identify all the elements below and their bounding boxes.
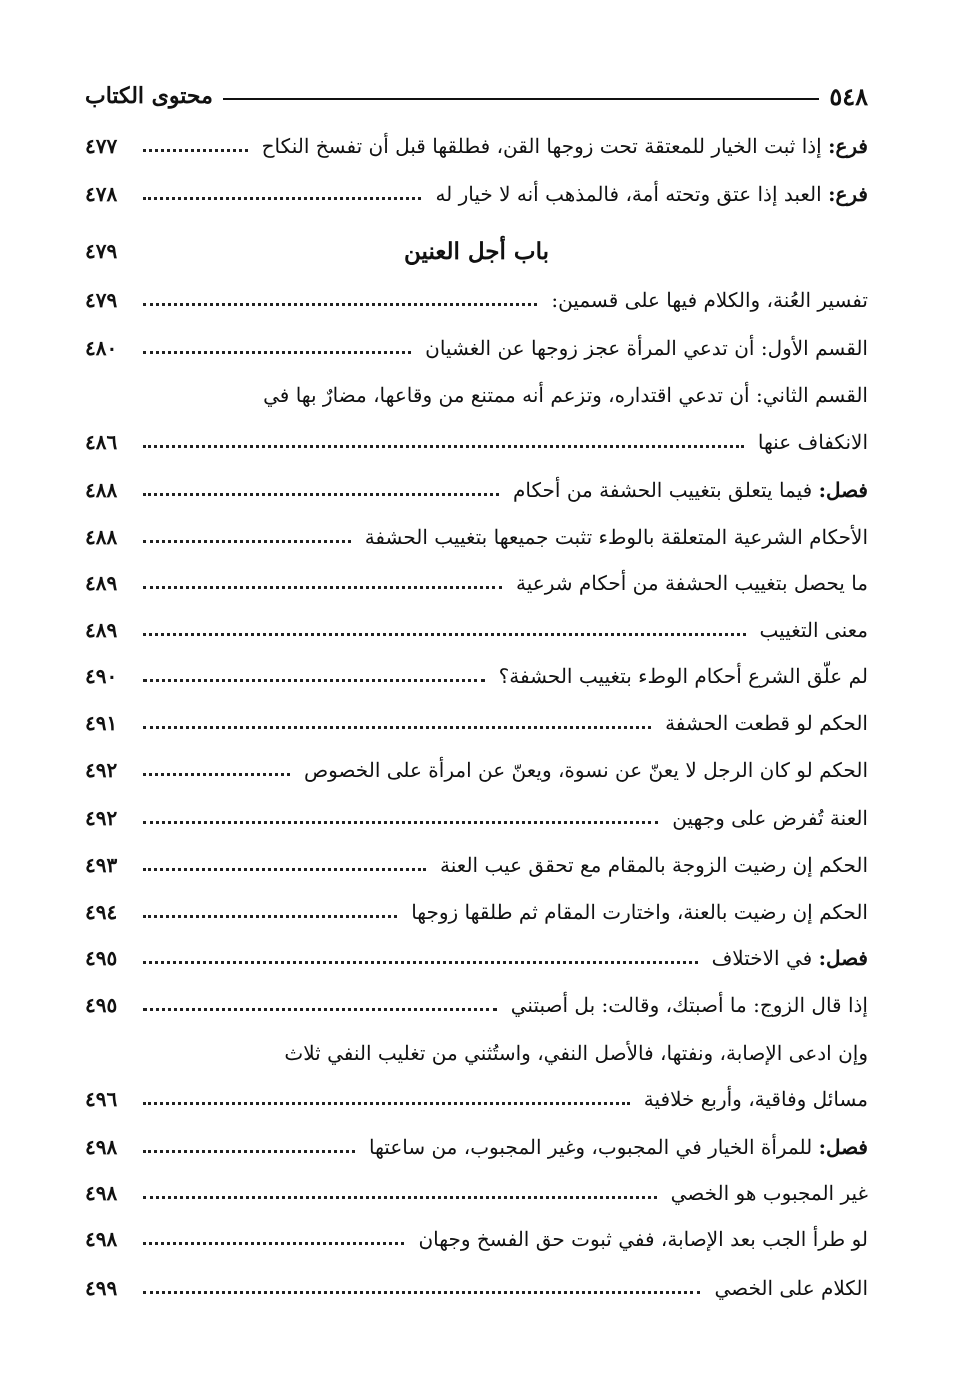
entry-text: القسم الأول: أن تدعي المرأة عجز زوجها عن الغشيان	[425, 336, 868, 360]
dot-leader	[143, 149, 248, 152]
toc-entry[interactable]	[85, 473, 868, 507]
toc-entry-continuation[interactable]	[85, 425, 868, 459]
entry-text: لو طرأ الجب بعد الإصابة، ففي ثبوت حق الفسخ وجهان	[418, 1227, 868, 1251]
toc-entry-first-line[interactable]	[85, 1036, 868, 1070]
entry-page: ٤٨٦	[85, 430, 118, 454]
page-number: ٥٤٨	[829, 81, 868, 111]
dot-leader	[143, 1150, 355, 1153]
page-header	[85, 78, 868, 114]
dot-leader	[143, 445, 744, 448]
entry-text: الحكم لو قطعت الحشفة	[665, 711, 868, 735]
entry-page: ٤٩٨	[85, 1227, 118, 1251]
entry-page: ٤٨٨	[85, 478, 118, 502]
toc-entry[interactable]	[85, 129, 868, 163]
entry-page: ٤٩١	[85, 711, 118, 735]
dot-leader	[143, 197, 421, 200]
dot-leader	[143, 1102, 630, 1105]
entry-text: للمرأة الخيار في المجبوب، وغير المجبوب، من ساعتها	[368, 1135, 813, 1159]
entry-page: ٤٩٨	[85, 1135, 118, 1159]
entry-text: معنى التغييب	[759, 618, 868, 642]
entry-page: ٤٩٩	[85, 1276, 118, 1300]
entry-page: ٤٨٩	[85, 571, 118, 595]
dot-leader	[143, 493, 499, 496]
toc-entry[interactable]	[85, 613, 868, 647]
toc-entry-continuation[interactable]	[85, 1082, 868, 1116]
toc-entry[interactable]	[85, 566, 868, 600]
entry-page: ٤٧٨	[85, 182, 118, 206]
entry-page: ٤٧٩	[85, 288, 118, 312]
dot-leader	[143, 915, 397, 918]
toc-entry[interactable]	[85, 177, 868, 211]
dot-leader	[143, 726, 651, 729]
entry-text: الحكم إن رضيت بالعنة، واختارت المقام ثم طلقها زوجها	[411, 900, 868, 924]
toc-entry[interactable]	[85, 331, 868, 365]
entry-prefix: فصل:	[818, 1135, 868, 1159]
entry-text: الكلام على الخصي	[714, 1276, 868, 1300]
dot-leader	[143, 1242, 404, 1245]
entry-text: في الاختلاف	[711, 946, 813, 970]
chapter-title: باب أجل العنين	[404, 237, 549, 265]
toc-entry[interactable]	[85, 283, 868, 317]
dot-leader	[143, 351, 411, 354]
entry-text: الأحكام الشرعية المتعلقة بالوطء تثبت جميعها بتغييب الحشفة	[364, 525, 868, 549]
toc-entry[interactable]	[85, 1176, 868, 1210]
dot-leader	[143, 868, 426, 871]
dot-leader	[143, 586, 502, 589]
toc-entry[interactable]	[85, 1271, 868, 1305]
dot-leader	[143, 679, 485, 682]
entry-text: إذا قال الزوج: ما أصبتك، وقالت: بل أصبتني	[510, 993, 868, 1017]
dot-leader	[143, 961, 698, 964]
toc-entry[interactable]	[85, 848, 868, 882]
dot-leader	[143, 1008, 497, 1011]
entry-prefix: فرع:	[828, 134, 868, 158]
dot-leader	[143, 303, 537, 306]
entry-prefix: فرع:	[828, 182, 868, 206]
entry-text: لم علّق الشرع أحكام الوطء بتغييب الحشفة؟	[498, 664, 868, 688]
entry-page: ٤٩٢	[85, 758, 118, 782]
entry-text: غير المجبوب هو الخصي	[670, 1181, 868, 1205]
entry-page: ٤٩٦	[85, 1087, 118, 1111]
entry-page: ٤٩٣	[85, 853, 118, 877]
entry-page: ٤٩٥	[85, 993, 118, 1017]
entry-continuation: مسائل وفاقية، وأربع خلافية	[643, 1087, 868, 1111]
entry-text: ما يحصل بتغييب الحشفة من أحكام شرعية	[516, 571, 868, 595]
entry-continuation: الانكفاف عنها	[757, 430, 868, 454]
entry-text: فيما يتعلق بتغييب الحشفة من أحكام	[513, 478, 813, 502]
entry-text: إذا ثبت الخيار للمعتقة تحت زوجها القن، فطلقها قبل أن تفسخ النكاح	[261, 134, 822, 158]
toc-entry[interactable]	[85, 895, 868, 929]
entry-prefix: فصل:	[818, 478, 868, 502]
entry-page: ٤٩٤	[85, 900, 118, 924]
toc-entry[interactable]	[85, 753, 868, 787]
toc-entry[interactable]	[85, 941, 868, 975]
entry-page: ٤٧٩	[85, 239, 118, 263]
toc-entry[interactable]	[85, 659, 868, 693]
toc-entry[interactable]	[85, 801, 868, 835]
header-line	[223, 98, 819, 100]
toc-entry[interactable]	[85, 706, 868, 740]
entry-page: ٤٩٨	[85, 1181, 118, 1205]
entry-page: ٤٩٢	[85, 806, 118, 830]
running-title: محتوى الكتاب	[85, 83, 213, 109]
entry-page: ٤٨٠	[85, 336, 118, 360]
entry-page: ٤٩٠	[85, 664, 118, 688]
toc-entry[interactable]	[85, 1130, 868, 1164]
toc-chapter-heading[interactable]	[85, 234, 868, 268]
entry-page: ٤٩٥	[85, 946, 118, 970]
dot-leader	[143, 1196, 657, 1199]
dot-leader	[143, 821, 658, 824]
entry-page: ٤٨٩	[85, 618, 118, 642]
dot-leader	[143, 633, 746, 636]
entry-text: وإن ادعى الإصابة، ونفتها، فالأصل النفي، واستُثني من تغليب النفي ثلاث	[284, 1041, 868, 1065]
toc-entry-first-line[interactable]	[85, 378, 868, 412]
entry-page: ٤٧٧	[85, 134, 118, 158]
entry-text: الحكم لو كان الرجل لا يعنّ عن نسوة، ويعنّ عن امرأة على الخصوص	[303, 758, 868, 782]
dot-leader	[143, 540, 351, 543]
entry-text: القسم الثاني: أن تدعي اقتداره، وتزعم أنه ممتنع من وقاعها، مضارٌ بها في	[263, 383, 868, 407]
entry-prefix: فصل:	[818, 946, 868, 970]
toc-entry[interactable]	[85, 988, 868, 1022]
entry-text: الحكم إن رضيت الزوجة بالمقام مع تحقق عيب العنة	[440, 853, 868, 877]
toc-entry[interactable]	[85, 1222, 868, 1256]
entry-text: العبد إذا عتق وتحته أمة، فالمذهب أنه لا خيار له	[435, 182, 822, 206]
dot-leader	[143, 773, 290, 776]
entry-text: تفسير العُنة، والكلام فيها على قسمين:	[551, 288, 868, 312]
dot-leader	[143, 1291, 700, 1294]
entry-text: العنة تُفرض على وجهين	[672, 806, 868, 830]
entry-page: ٤٨٨	[85, 525, 118, 549]
toc-entry[interactable]	[85, 520, 868, 554]
